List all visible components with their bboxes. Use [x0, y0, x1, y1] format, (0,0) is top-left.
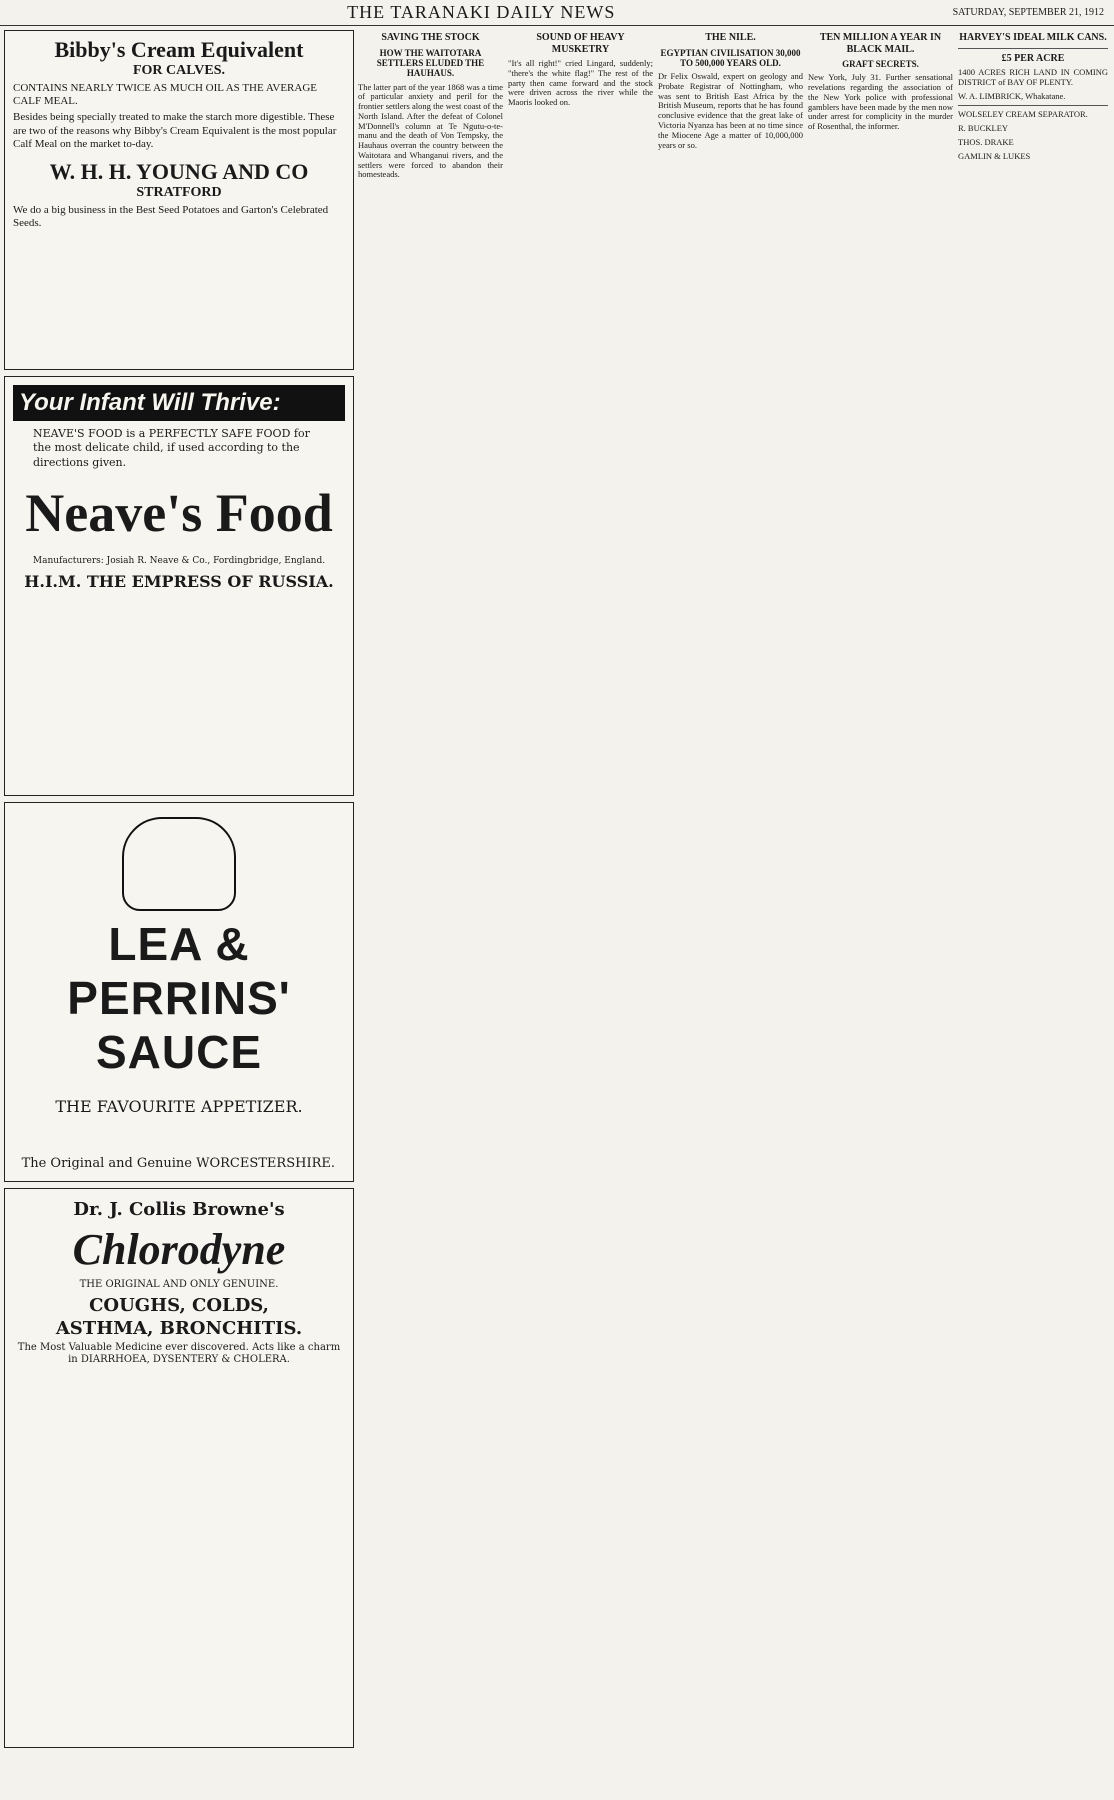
c5-buckley: R. BUCKLEY — [958, 123, 1009, 134]
bibby-ad — [4, 30, 354, 370]
lea-perrins-ad — [4, 802, 354, 1182]
column-1 — [358, 30, 503, 1790]
advertisements-column — [4, 30, 354, 1754]
bibby-note: We do a big business in the Best Seed Potatoes and Garton's Celebrated Seeds. — [13, 203, 329, 230]
neave-brand: Neave's Food — [25, 482, 333, 543]
c2-heading: SOUND OF HEAVY MUSKETRY — [536, 32, 625, 55]
neave-headline: Your Infant Will Thrive: — [13, 385, 345, 421]
neave-royal: H.I.M. THE EMPRESS OF RUSSIA. — [24, 571, 334, 591]
chlorodyne-line1: COUGHS, COLDS, — [89, 1294, 269, 1316]
chlorodyne-sub: THE ORIGINAL AND ONLY GENUINE. — [79, 1279, 279, 1290]
neave-blurb: NEAVE'S FOOD is a PERFECTLY SAFE FOOD for the most delicate child, if used according to the directions given. — [33, 427, 310, 469]
neave-manufacturers: Manufacturers: Josiah R. Neave & Co., Fordingbridge, England. — [32, 555, 326, 566]
newspaper-title: THE TARANAKI DAILY NEWS — [347, 2, 616, 22]
bibby-company: W. H. H. YOUNG AND CO — [49, 158, 309, 184]
c5-drake: THOS. DRAKE — [958, 136, 1014, 147]
c4-heading: TEN MILLION A YEAR IN BLACK MAIL. — [819, 32, 942, 55]
lea-tagline: THE FAVOURITE APPETIZER. — [55, 1097, 303, 1116]
chlorodyne-maker: Dr. J. Collis Browne's — [73, 1199, 285, 1220]
issue-date: SATURDAY, SEPTEMBER 21, 1912 — [952, 7, 1104, 18]
masthead — [0, 0, 1114, 26]
c4-text: New York, July 31. Further sensational revelations regarding the association of the New York police with professional gamblers have been made by the men now under arrest for complicity in the murder of Rosenthal, the informer. — [808, 72, 953, 132]
c5-land: 1400 ACRES RICH LAND IN COMING DISTRICT of BAY OF PLENTY. — [958, 67, 1108, 87]
bibby-claim: CONTAINS NEARLY TWICE AS MUCH OIL AS THE AVERAGE CALF MEAL. — [13, 82, 317, 108]
lea-signature: The Original and Genuine WORCESTERSHIRE. — [21, 1156, 335, 1171]
lea-sauce: SAUCE — [95, 1026, 263, 1078]
column-2 — [508, 30, 653, 1790]
chlorodyne-brand: Chlorodyne — [72, 1225, 286, 1274]
bibby-title: Bibby's Cream Equivalent — [54, 37, 304, 62]
chlorodyne-line2: ASTHMA, BRONCHITIS. — [55, 1317, 303, 1339]
c4-subheading: GRAFT SECRETS. — [842, 59, 919, 69]
divider — [958, 105, 1108, 106]
c5-separator: WOLSELEY CREAM SEPARATOR. — [958, 109, 1088, 120]
bibby-town: STRATFORD — [136, 184, 222, 200]
bibby-for: FOR CALVES. — [132, 63, 226, 78]
chlorodyne-text: The Most Valuable Medicine ever discovered. Acts like a charm in DIARRHOEA, DYSENTERY & CHOLERA. — [17, 1341, 341, 1365]
c2-text: "It's all right!" cried Lingard, suddenly; "there's the white flag!" The rest of the party then came forward and the stock were driven across the river while the Maoris looked on. — [508, 58, 653, 108]
column-5 — [958, 30, 1108, 1790]
column-4 — [808, 30, 953, 1790]
c5-gamlin: GAMLIN & LUKES — [958, 150, 1031, 161]
column-3 — [658, 30, 803, 1790]
c3-text: Dr Felix Oswald, expert on geology and Probate Registrar of Nottingham, who was sent to British East Africa by the British Museum, reports that he has found conclusive evidence that the great lake of Victoria Nyanza has been at no time since the Miocene Age a matter of 10,000,000 years or so. — [658, 71, 803, 150]
chlorodyne-ad — [4, 1188, 354, 1748]
bibby-paragraph: Besides being specially treated to make the starch more digestible. These are two of the reasons why Bibby's Cream Equivalent is the most popular Calf Meal on the market to-day. — [13, 111, 337, 150]
c3-heading: THE NILE. — [705, 32, 756, 43]
c3-subheading: EGYPTIAN CIVILISATION 30,000 TO 500,000 YEARS OLD. — [660, 47, 801, 68]
c1-heading: SAVING THE STOCK — [381, 32, 480, 43]
neave-ad — [4, 376, 354, 796]
c1-text: The latter part of the year 1868 was a time of particular anxiety and peril for the frontier settlers along the west coast of the North Island. After the defeat of Colonel M'Donnell's column at Te Ngutu-o-te-manu and the death of Von Tempsky, the Hauhaus overran the country between the Waitotara and Whanganui rivers, and the settlers were forced to abandon their homesteads. — [358, 81, 503, 180]
royal-crest-icon — [122, 817, 236, 911]
c5-heading: HARVEY'S IDEAL MILK CANS. — [959, 32, 1107, 43]
c5-agent: W. A. LIMBRICK, Whakatane. — [958, 90, 1066, 101]
c1-subheading: HOW THE WAITOTARA SETTLERS ELUDED THE HAUHAUS. — [376, 47, 485, 79]
c5-promo: £5 PER ACRE — [1001, 52, 1065, 64]
lea-brand: LEA & PERRINS' — [67, 918, 291, 1024]
divider — [958, 48, 1108, 49]
